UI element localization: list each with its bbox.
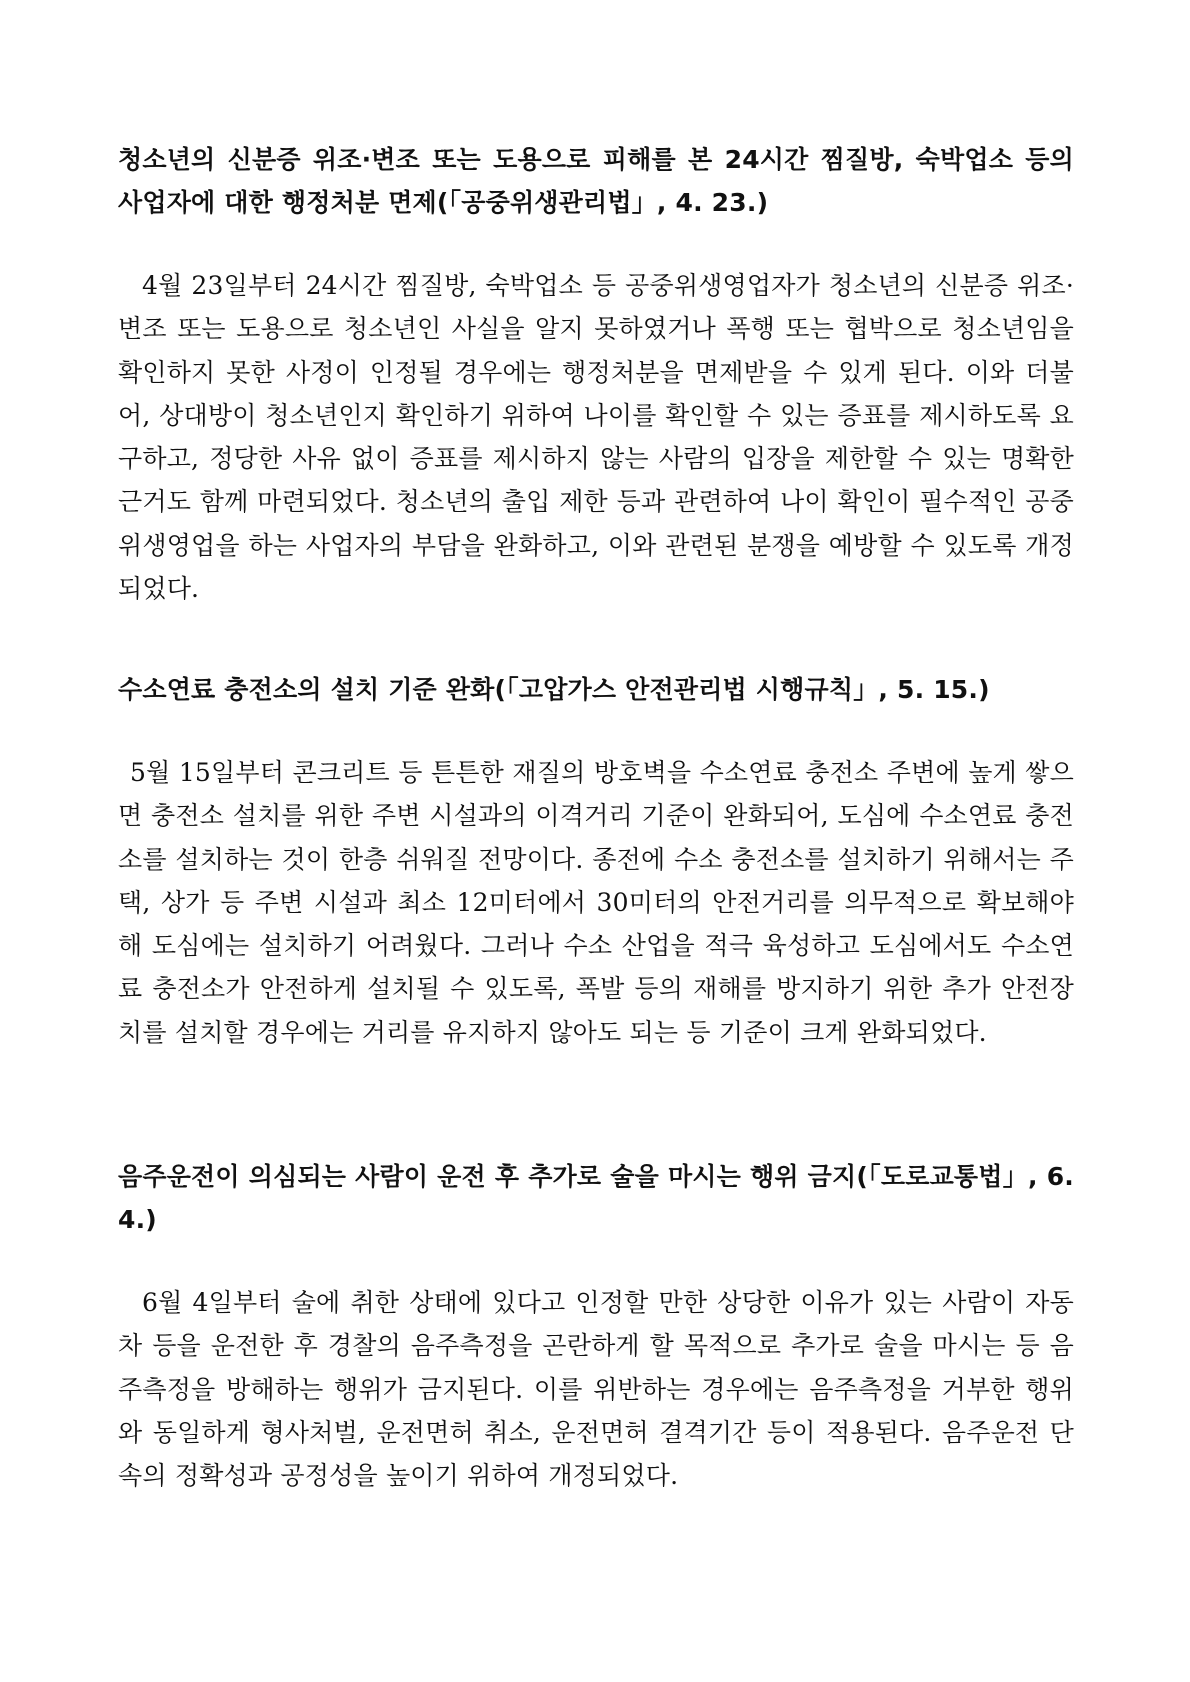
section-heading: 청소년의 신분증 위조·변조 또는 도용으로 피해를 본 24시간 찜질방, 숙박업소 등의 사업자에 대한 행정처분 면제(「공중위생관리법」, 4. 23.) [118, 145, 1074, 217]
section-body: 4월 23일부터 24시간 찜질방, 숙박업소 등 공중위생영업자가 청소년의 신분증 위조·변조 또는 도용으로 청소년인 사실을 알지 못하였거나 폭행 또는 협박으로 청소년임을 확인하지 못한 사정이 인정될 경우에는 행정처분을 면제받을 수 있게 된다. 이와 더불어, 상대방이 청소년인지 확인하기 위하여 나이를 확인할 수 있는 증표를 제시하도록 요구하고, 정당한 사유 없이 증표를 제시하지 않는 사람의 입장을 제한할 수 있는 명확한 근거도 함께 마련되었다. 청소년의 출입 제한 등과 관련하여 나이 확인이 필수적인 공중위생영업을 하는 사업자의 부담을 완화하고, 이와 관련된 분쟁을 예방할 수 있도록 개정되었다. [118, 271, 1074, 604]
section-heading: 음주운전이 의심되는 사람이 운전 후 추가로 술을 마시는 행위 금지(「도로교통법」, 6. 4.) [118, 1162, 1074, 1234]
section-public-health-act [118, 138, 1074, 610]
section-body: 6월 4일부터 술에 취한 상태에 있다고 인정할 만한 상당한 이유가 있는 사람이 자동차 등을 운전한 후 경찰의 음주측정을 곤란하게 할 목적으로 추가로 술을 마시는 등 음주측정을 방해하는 행위가 금지된다. 이를 위반하는 경우에는 음주측정을 거부한 행위와 동일하게 형사처벌, 운전면허 취소, 운전면허 결격기간 등이 적용된다. 음주운전 단속의 정확성과 공정성을 높이기 위하여 개정되었다. [118, 1288, 1074, 1491]
section-high-pressure-gas-act [118, 668, 1074, 1054]
section-heading: 수소연료 충전소의 설치 기준 완화(「고압가스 안전관리법 시행규칙」, 5. 15.) [118, 675, 990, 704]
section-road-traffic-act [118, 1155, 1074, 1497]
section-body: 5월 15일부터 콘크리트 등 튼튼한 재질의 방호벽을 수소연료 충전소 주변에 높게 쌓으면 충전소 설치를 위한 주변 시설과의 이격거리 기준이 완화되어, 도심에 수소연료 충전소를 설치하는 것이 한층 쉬워질 전망이다. 종전에 수소 충전소를 설치하기 위해서는 주택, 상가 등 주변 시설과 최소 12미터에서 30미터의 안전거리를 의무적으로 확보해야 해 도심에는 설치하기 어려웠다. 그러나 수소 산업을 적극 육성하고 도심에서도 수소연료 충전소가 안전하게 설치될 수 있도록, 폭발 등의 재해를 방지하기 위한 추가 안전장치를 설치할 경우에는 거리를 유지하지 않아도 되는 등 기준이 크게 완화되었다. [118, 758, 1074, 1047]
